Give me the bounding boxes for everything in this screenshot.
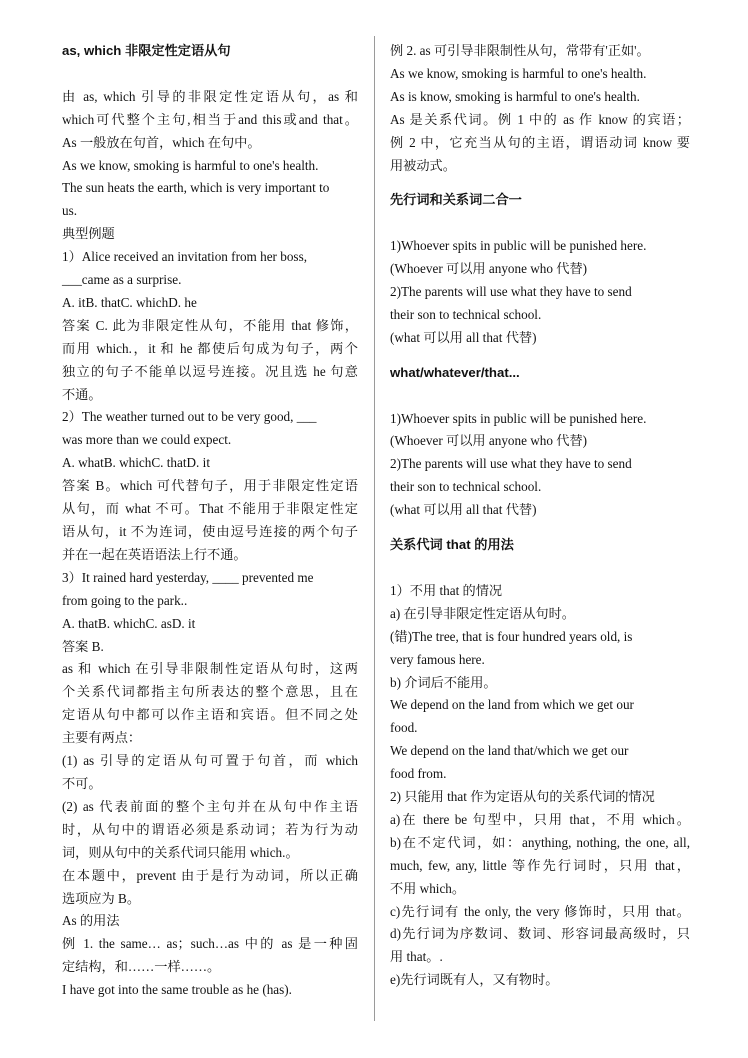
text-line: (1) as 引导的定语从句可置于句首，而 which — [62, 753, 358, 769]
text-line: 用被动式。 — [390, 157, 456, 173]
section-heading: 先行词和关系词二合一 — [390, 192, 522, 208]
text-line: 1）Alice received an invitation from her boss, — [62, 249, 307, 265]
spacer — [390, 212, 690, 235]
text-line: food. — [390, 720, 418, 736]
text-line: As 是关系代词。例 1 中的 as 作 know 的宾语； — [390, 111, 690, 127]
text-line: A. thatB. whichC. asD. it — [62, 615, 196, 631]
text-line: d)先行词为序数词、数词、形容词最高级时，只 — [390, 926, 690, 942]
text-line: (Whoever 可以用 anyone who 代替) — [390, 261, 588, 277]
text-line: (2) as 代表前面的整个主句并在从句中作主语 — [62, 798, 358, 814]
text-line: As 一般放在句首，which 在句中。 — [62, 134, 261, 150]
spacer — [390, 522, 690, 534]
text-line: 个关系代词都指主句所表达的整个意思，且在 — [62, 684, 358, 700]
text-line: from going to the park.. — [62, 592, 188, 608]
text-line: 3）It rained hard yesterday, ____ prevented me — [62, 569, 314, 585]
text-line: 定结构，和……一样……。 — [62, 959, 221, 975]
text-line: a) 在引导非限定性定语从句时。 — [390, 605, 575, 621]
text-line: 定语从句中都可以作主语和宾语。但不同之处 — [62, 707, 358, 723]
text-line: 2)The parents will use what they have to send — [390, 456, 632, 472]
text-line: much, few, any, little 等作先行词时，只用 that， — [390, 857, 690, 873]
text-line: 从句，而 what 不可。That 不能用于非限定性定 — [62, 501, 358, 517]
text-line: As 的用法 — [62, 913, 120, 929]
text-line: which可代整个主句,相当于and this或and that。 — [62, 111, 358, 127]
spacer — [390, 350, 690, 362]
section-heading: 关系代词 that 的用法 — [390, 537, 514, 553]
text-line: 答案 B. — [62, 638, 104, 654]
text-line: (what 可以用 all that 代替) — [390, 329, 537, 345]
text-line: 语从句，it 不为连词，使由逗号连接的两个句子 — [62, 524, 358, 540]
text-line: their son to technical school. — [390, 306, 542, 322]
text-line: (what 可以用 all that 代替) — [390, 502, 537, 518]
text-line: a)在 there be 句型中，只用 that，不用 which。 — [390, 811, 690, 827]
text-line: c)先行词有 the only, the very 修饰时，只用 that。 — [390, 903, 690, 919]
text-line: 时，从句中的谓语必须是系动词；若为行为动 — [62, 821, 358, 837]
text-line: 答案 B。which 可代替句子，用于非限定性定语 — [62, 478, 358, 494]
text-line: (Whoever 可以用 anyone who 代替) — [390, 433, 588, 449]
right-column — [390, 40, 690, 992]
text-line: 在本题中，prevent 由于是行为动词，所以正确 — [62, 867, 358, 883]
text-line: b) 介词后不能用。 — [390, 674, 497, 690]
column-divider — [374, 36, 375, 1021]
text-line: We depend on the land that/which we get our — [390, 743, 629, 759]
text-line: 不通。 — [62, 386, 102, 402]
text-line: We depend on the land from which we get our — [390, 697, 634, 713]
spacer — [390, 177, 690, 189]
left-column — [62, 40, 358, 1002]
text-line: I have got into the same trouble as he (has). — [62, 982, 292, 998]
text-line: 用 that。. — [390, 949, 443, 965]
text-line: As we know, smoking is harmful to one's health. — [62, 157, 319, 173]
text-line: 2)The parents will use what they have to send — [390, 284, 632, 300]
text-line: 而用 which.，it 和 he 都使后句成为句子，两个 — [62, 340, 358, 356]
text-line: b)在不定代词，如：anything, nothing, the one, all, — [390, 834, 690, 850]
text-line: ___came as a surprise. — [62, 272, 182, 288]
text-line: The sun heats the earth, which is very important to — [62, 180, 330, 196]
text-line: 1）不用 that 的情况 — [390, 582, 503, 598]
text-line: food from. — [390, 766, 447, 782]
text-line: 典型例题 — [62, 226, 115, 242]
text-line: as 和 which 在引导非限制性定语从句时，这两 — [62, 661, 358, 677]
text-line: their son to technical school. — [390, 479, 542, 495]
text-line: 主要有两点： — [62, 730, 142, 746]
text-line: 由 as, which 引导的非限定性定语从句，as 和 — [62, 88, 358, 104]
text-line: very famous here. — [390, 651, 485, 667]
text-line: 独立的句子不能单以逗号连接。况且选 he 句意 — [62, 363, 358, 379]
text-line: 2）The weather turned out to be very good, ___ — [62, 409, 317, 425]
text-line: was more than we could expect. — [62, 432, 232, 448]
text-line: 例 2. as 可引导非限制性从句，常带有'正如'。 — [390, 43, 650, 58]
text-line: 不用 which。 — [390, 880, 466, 896]
spacer — [390, 557, 690, 580]
text-line: e)先行词既有人，又有物时。 — [390, 972, 559, 988]
section-heading: what/whatever/that... — [390, 364, 520, 380]
text-line: A. itB. thatC. whichD. he — [62, 294, 197, 310]
text-line: 例 2 中，它充当从句的主语，谓语动词 know 要 — [390, 134, 690, 150]
text-line: 选项应为 B。 — [62, 890, 141, 906]
text-line: 2) 只能用 that 作为定语从句的关系代词的情况 — [390, 789, 655, 805]
section-heading: as, which 非限定性定语从句 — [62, 43, 231, 58]
text-line: 1)Whoever spits in public will be punished here. — [390, 238, 647, 254]
text-line: As is know, smoking is harmful to one's health. — [390, 88, 640, 104]
text-line: 并在一起在英语语法上行不通。 — [62, 546, 247, 562]
text-line: (错)The tree, that is four hundred years old, is — [390, 628, 633, 644]
text-line: 例 1. the same… as；such…as 中的 as 是一种固 — [62, 936, 358, 952]
text-line: us. — [62, 203, 78, 219]
spacer — [62, 63, 358, 86]
text-line: 不可。 — [62, 775, 102, 791]
text-line: As we know, smoking is harmful to one's health. — [390, 65, 647, 81]
spacer — [390, 385, 690, 408]
text-line: 答案 C. 此为非限定性从句，不能用 that 修饰， — [62, 317, 358, 333]
text-line: 词，则从句中的关系代词只能用 which.。 — [62, 844, 299, 860]
text-line: 1)Whoever spits in public will be punished here. — [390, 410, 647, 426]
text-line: A. whatB. whichC. thatD. it — [62, 455, 210, 471]
